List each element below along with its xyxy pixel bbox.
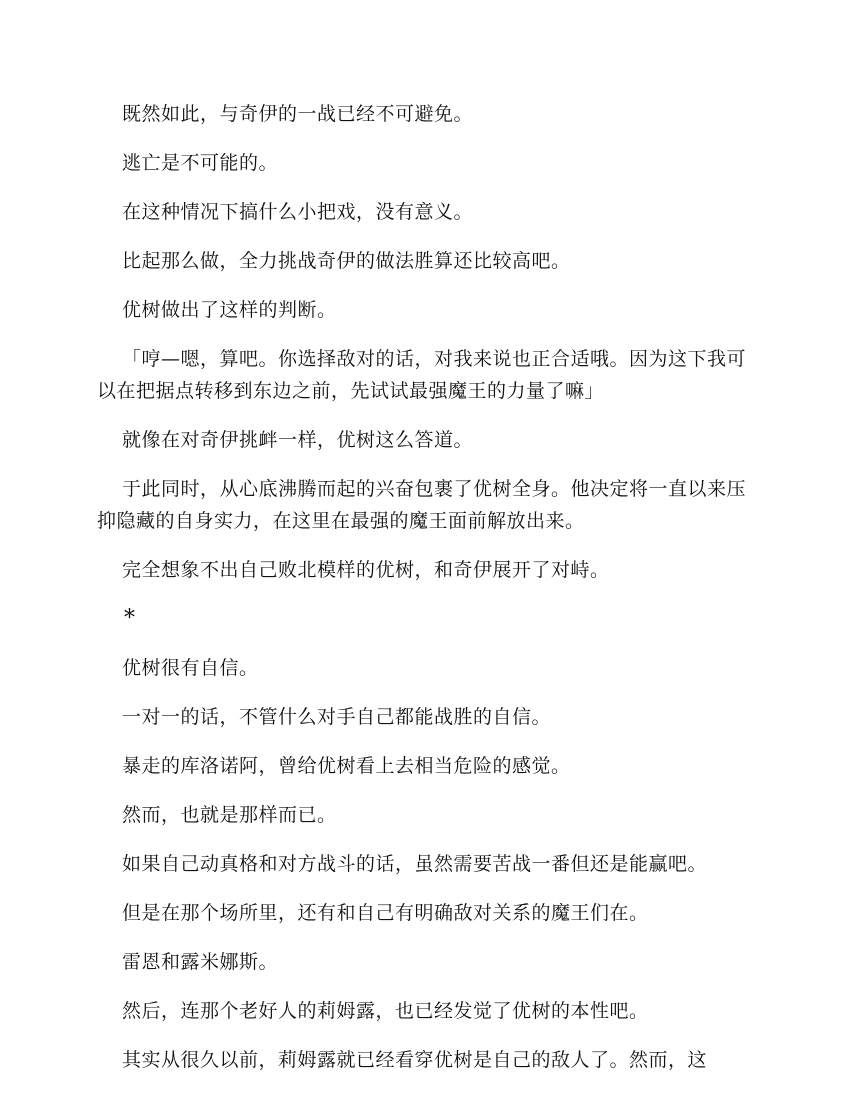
paragraph: 但是在那个场所里，还有和自己有明确敌对关系的魔王们在。	[122, 902, 649, 924]
paragraph: 如果自己动真格和对方战斗的话，虽然需要苦战一番但还是能赢吧。	[122, 853, 708, 875]
paragraph: 就像在对奇伊挑衅一样，优树这么答道。	[122, 429, 474, 451]
paragraph: 比起那么做，全力挑战奇伊的做法胜算还比较高吧。	[122, 250, 571, 272]
document-body	[97, 98, 747, 1093]
paragraph: 然而，也就是那样而已。	[122, 804, 337, 826]
paragraph: 其实从很久以前，莉姆露就已经看穿优树是自己的敌人了。然而，这	[122, 1049, 708, 1071]
paragraph: 优树做出了这样的判断。	[122, 299, 337, 321]
paragraph: 暴走的库洛诺阿，曾给优树看上去相当危险的感觉。	[122, 755, 571, 777]
paragraph: 雷恩和露米娜斯。	[122, 951, 279, 973]
paragraph: 然后，连那个老好人的莉姆露，也已经发觉了优树的本性吧。	[122, 1000, 649, 1022]
section-separator: *	[124, 606, 136, 631]
paragraph: 优树很有自信。	[122, 657, 259, 679]
dialogue-paragraph: 「哼—嗯，算吧。你选择敌对的话，对我来说也正合适哦。因为这下我可以在把据点转移到东边之前，先试试最强魔王的力量了嘛」	[97, 348, 747, 402]
paragraph: 在这种情况下搞什么小把戏，没有意义。	[122, 201, 474, 223]
paragraph: 逃亡是不可能的。	[122, 152, 279, 174]
paragraph: 完全想象不出自己败北模样的优树，和奇伊展开了对峙。	[122, 559, 610, 581]
paragraph: 既然如此，与奇伊的一战已经不可避免。	[122, 103, 474, 125]
paragraph: 一对一的话，不管什么对手自己都能战胜的自信。	[122, 706, 552, 728]
paragraph: 于此同时，从心底沸腾而起的兴奋包裹了优树全身。他决定将一直以来压抑隐藏的自身实力，在这里在最强的魔王面前解放出来。	[97, 478, 747, 532]
